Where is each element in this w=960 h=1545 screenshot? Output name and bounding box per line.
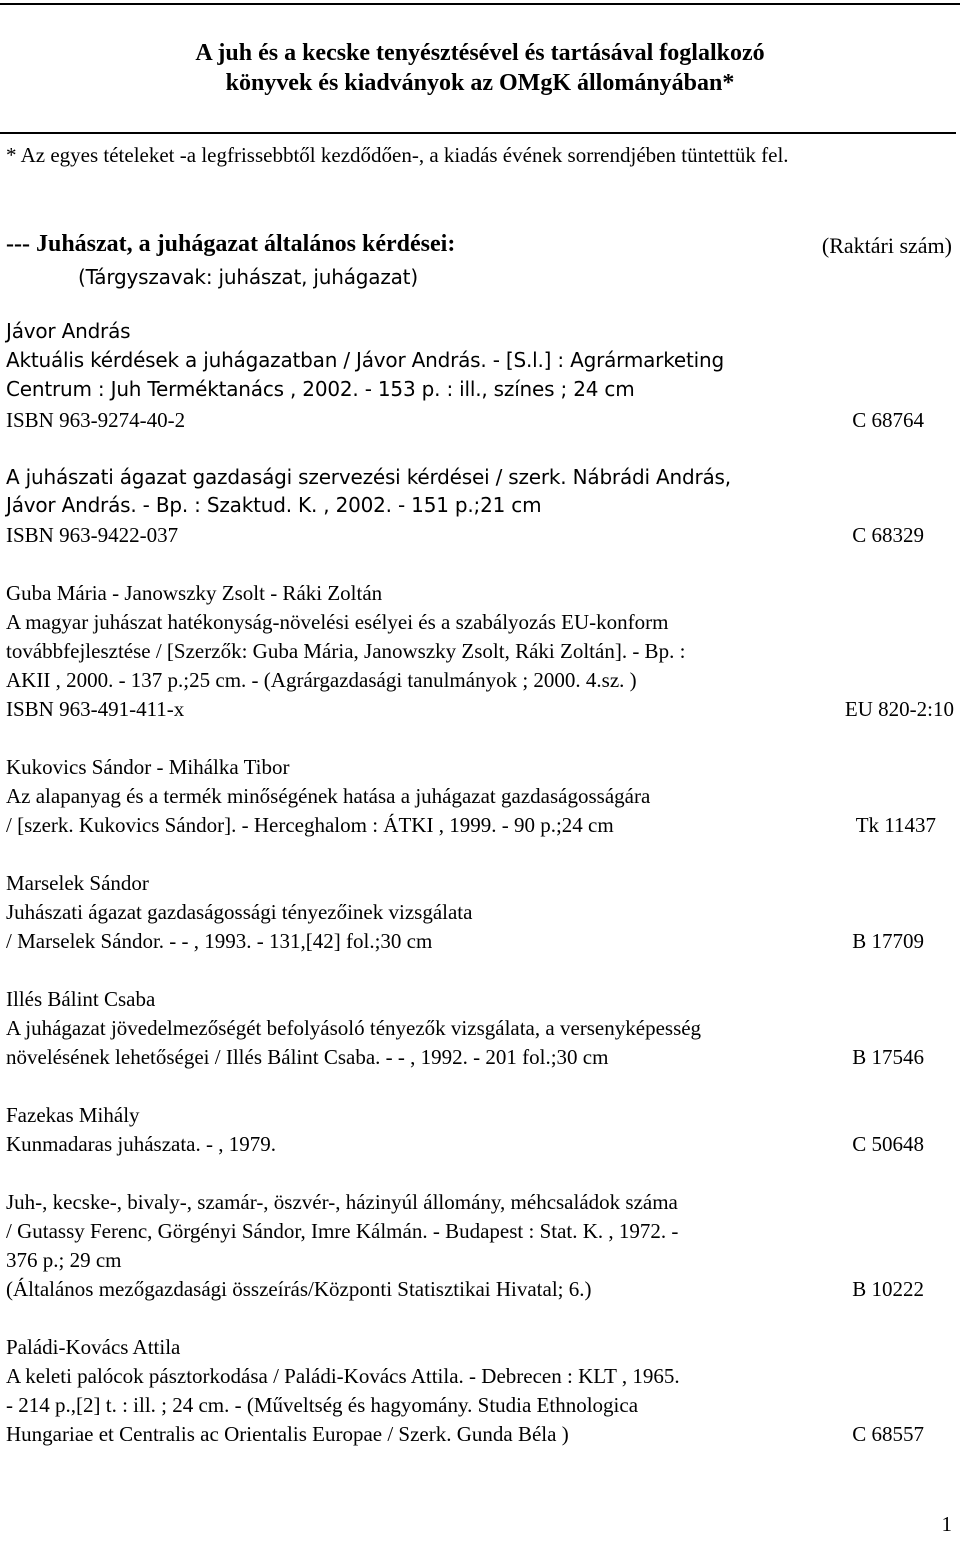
page-title-line-1: A juh és a kecske tenyésztésével és tartásával foglalkozó: [195, 40, 765, 66]
entry-line: Juhászati ágazat gazdaságossági tényezőinek vizsgálata: [6, 900, 473, 924]
entry-line: 376 p.; 29 cm: [6, 1248, 122, 1272]
shelf-number: B 17709: [852, 929, 924, 953]
entry-line: Paládi-Kovács Attila: [6, 1335, 181, 1359]
page-number: 1: [941, 1512, 952, 1536]
shelf-number: C 68557: [852, 1422, 924, 1446]
entry-line: Jávor András. - Bp. : Szaktud. K. , 2002. - 151 p.;21 cm: [6, 493, 542, 517]
entry-line: / Marselek Sándor. - - , 1993. - 131,[42] fol.;30 cm: [6, 929, 433, 953]
entry-line: Fazekas Mihály: [6, 1103, 140, 1127]
entry-line: Illés Bálint Csaba: [6, 987, 156, 1011]
entry-line: Marselek Sándor: [6, 871, 149, 895]
entry-line: ISBN 963-9274-40-2: [6, 408, 186, 432]
footnote: * Az egyes tételeket -a legfrissebbtől kezdődően-, a kiadás évének sorrendjében tüntettük fel.: [6, 143, 789, 167]
entry-line: Centrum : Juh Terméktanács , 2002. - 153 p. : ill., színes ; 24 cm: [6, 377, 635, 401]
title-divider: [0, 132, 956, 134]
entry-line: A magyar juhászat hatékonyság-növelési esélyei és a szabályozás EU-konform: [6, 610, 669, 634]
entry-line: (Általános mezőgazdasági összeírás/Központi Statisztikai Hivatal; 6.): [6, 1277, 592, 1301]
entry-line: A juhágazat jövedelmezőségét befolyásoló tényezők vizsgálata, a versenyképesség: [6, 1016, 702, 1040]
entry-line: Hungariae et Centralis ac Orientalis Europae / Szerk. Gunda Béla ): [6, 1422, 569, 1446]
entry-line: / [szerk. Kukovics Sándor]. - Herceghalom : ÁTKI , 1999. - 90 p.;24 cm: [6, 813, 614, 837]
entry-line: - 214 p.,[2] t. : ill. ; 24 cm. - (Műveltség és hagyomány. Studia Ethnologica: [6, 1393, 639, 1417]
section-heading: --- Juhászat, a juhágazat általános kérdései:: [6, 231, 456, 257]
entry-line: Juh-, kecske-, bivaly-, szamár-, öszvér-, házinyúl állomány, méhcsaládok száma: [6, 1190, 678, 1214]
shelf-number: B 17546: [852, 1045, 924, 1069]
entry-line: Jávor András: [6, 319, 131, 343]
shelf-number: C 68764: [852, 408, 924, 432]
shelf-number: B 10222: [852, 1277, 924, 1301]
entry-line: ISBN 963-9422-037: [6, 523, 179, 547]
entry-line: Kukovics Sándor - Mihálka Tibor: [6, 755, 290, 779]
entry-line: / Gutassy Ferenc, Görgényi Sándor, Imre Kálmán. - Budapest : Stat. K. , 1972. -: [6, 1219, 679, 1243]
entry-line: Aktuális kérdések a juhágazatban / Jávor András. - [S.l.] : Agrármarketing: [6, 348, 724, 372]
shelf-number: Tk 11437: [855, 813, 936, 837]
entry-line: A keleti palócok pásztorkodása / Paládi-Kovács Attila. - Debrecen : KLT , 1965.: [6, 1364, 680, 1388]
entry-line: továbbfejlesztése / [Szerzők: Guba Mária, Janowszky Zsolt, Ráki Zoltán]. - Bp. :: [6, 639, 686, 663]
entry-line: növelésének lehetőségei / Illés Bálint Csaba. - - , 1992. - 201 fol.;30 cm: [6, 1045, 609, 1069]
shelf-number-column-label: (Raktári szám): [821, 233, 952, 258]
entry-line: AKII , 2000. - 137 p.;25 cm. - (Agrárgazdasági tanulmányok ; 2000. 4.sz. ): [6, 668, 637, 692]
entry-line: ISBN 963-491-411-x: [6, 697, 185, 721]
shelf-number: C 68329: [852, 523, 924, 547]
shelf-number: C 50648: [852, 1132, 924, 1156]
entry-line: Kunmadaras juhászata. - , 1979.: [6, 1132, 276, 1156]
section-keywords: (Tárgyszavak: juhászat, juhágazat): [78, 265, 418, 289]
shelf-number: EU 820-2:10: [844, 697, 954, 721]
page-title-line-2: könyvek és kiadványok az OMgK állományában*: [225, 70, 735, 96]
entry-line: A juhászati ágazat gazdasági szervezési kérdései / szerk. Nábrádi András,: [6, 465, 731, 489]
entry-line: Az alapanyag és a termék minőségének hatása a juhágazat gazdaságosságára: [6, 784, 651, 808]
top-rule: [0, 3, 960, 5]
entry-line: Guba Mária - Janowszky Zsolt - Ráki Zoltán: [6, 581, 383, 605]
